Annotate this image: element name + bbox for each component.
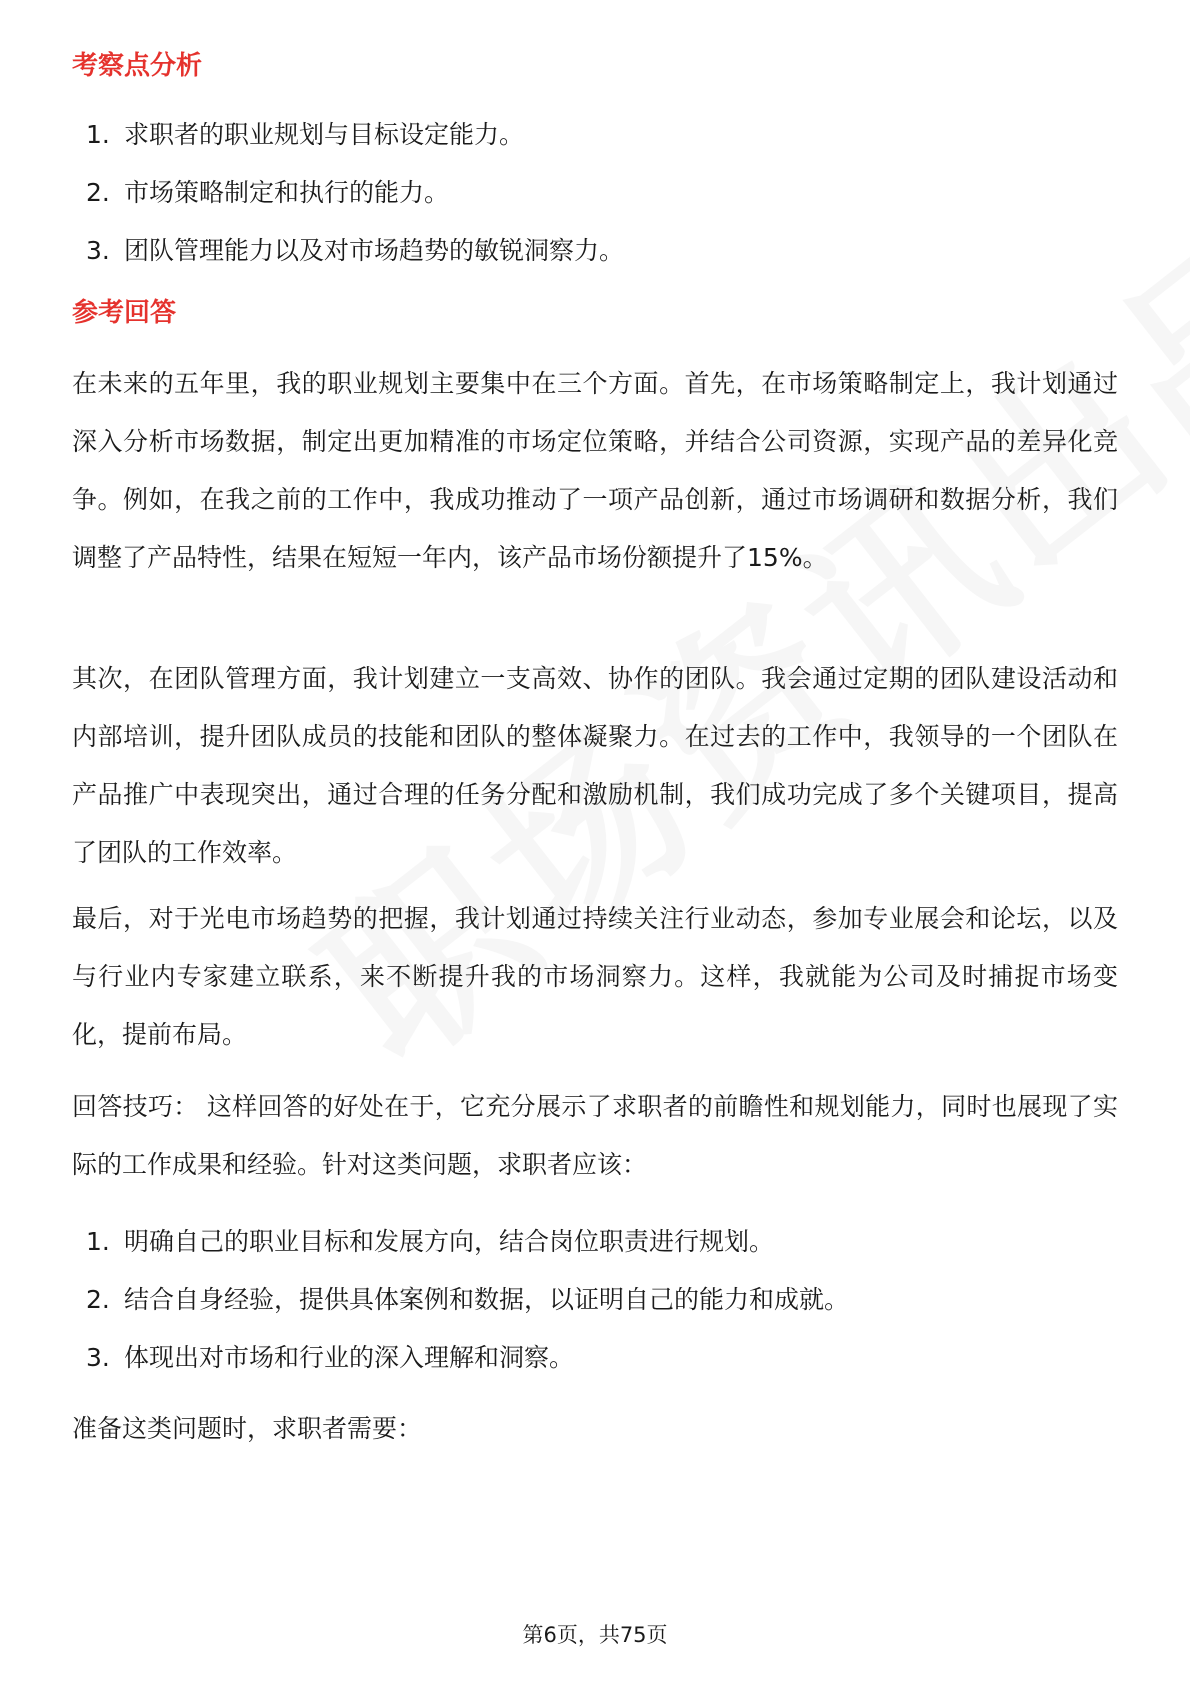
list-text: 团队管理能力以及对市场趋势的敏锐洞察力。 [124,236,625,265]
answer-paragraph-2: 其次，在团队管理方面，我计划建立一支高效、协作的团队。我会通过定期的团队建设活动和内部培训，提升团队成员的技能和团队的整体凝聚力。在过去的工作中，我领导的一个团队在产品推广中表现突出，通过合理的任务分配和激励机制，我们成功完成了多个关键项目，提高了团队的工作效率。 [72,664,1118,867]
closing-paragraph: 准备这类问题时，求职者需要： [72,1414,423,1443]
list-item [72,117,1118,175]
list-item [72,175,1118,233]
section-title-answer: 参考回答 [72,298,177,328]
list-item [72,1282,1118,1340]
answer-paragraph-1: 在未来的五年里，我的职业规划主要集中在三个方面。首先，在市场策略制定上，我计划通过深入分析市场数据，制定出更加精准的市场定位策略，并结合公司资源，实现产品的差异化竞争。例如，在我之前的工作中，我成功推动了一项产品创新，通过市场调研和数据分析，我们调整了产品特性，结果在短短一年内，该产品市场份额提升了15%。 [72,369,1118,572]
tips-list [72,1224,1118,1398]
list-item [72,1224,1118,1282]
tips-paragraph: 回答技巧： 这样回答的好处在于，它充分展示了求职者的前瞻性和规划能力，同时也展现了实际的工作成果和经验。针对这类问题，求职者应该： [72,1092,1118,1179]
list-text: 结合自身经验，提供具体案例和数据，以证明自己的能力和成就。 [124,1285,850,1314]
list-text: 明确自己的职业目标和发展方向，结合岗位职责进行规划。 [124,1227,775,1256]
list-number: 2. [86,1285,110,1314]
list-number: 3. [86,1343,110,1372]
section-title-analysis: 考察点分析 [72,51,203,81]
list-item [72,233,1118,291]
list-number: 1. [86,1227,110,1256]
list-text: 体现出对市场和行业的深入理解和洞察。 [124,1343,575,1372]
page-footer: 第6页，共75页 [522,1623,668,1647]
analysis-list [72,117,1118,291]
list-text: 求职者的职业规划与目标设定能力。 [124,120,525,149]
list-item [72,1340,1118,1398]
list-text: 市场策略制定和执行的能力。 [124,178,450,207]
list-number: 2. [86,178,110,207]
list-number: 3. [86,236,110,265]
list-number: 1. [86,120,110,149]
answer-paragraph-3: 最后，对于光电市场趋势的把握，我计划通过持续关注行业动态，参加专业展会和论坛，以及与行业内专家建立联系，来不断提升我的市场洞察力。这样，我就能为公司及时捕捉市场变化，提前布局。 [72,904,1118,1049]
